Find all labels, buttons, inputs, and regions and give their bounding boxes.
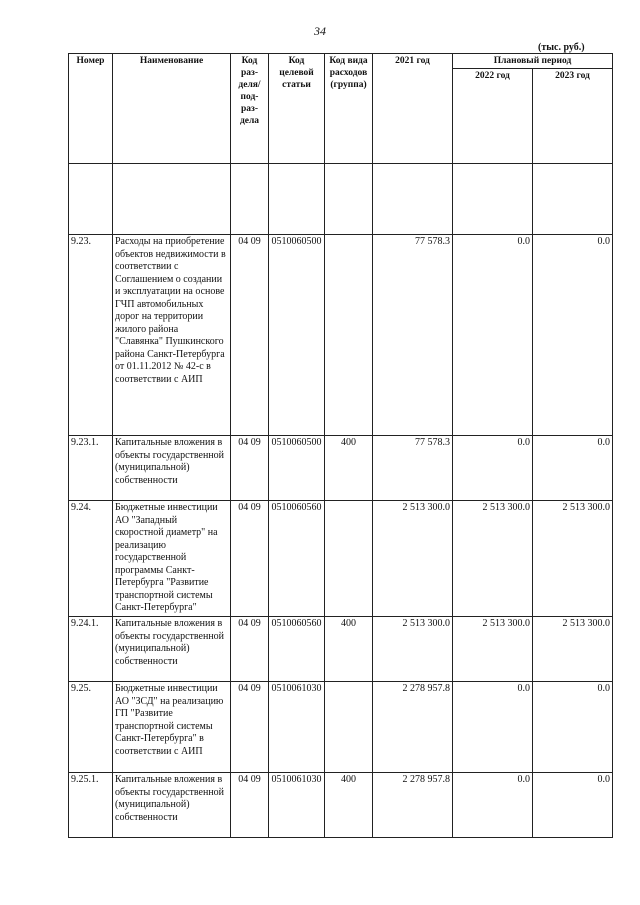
- table-row: [69, 617, 613, 682]
- table-row: [69, 235, 613, 436]
- row-expense: [325, 235, 373, 436]
- table-row: [69, 682, 613, 773]
- row-name: Капитальные вложения в объекты государственной (муниципальной) собственности: [113, 773, 231, 838]
- row-name: Расходы на приобретение объектов недвижимости в соответствии с Соглашением о создании и эксплуатации на основе ГЧП автомобильных дорог на территории жилого района "Славянка" Пушкинского района Санкт-Петербурга от 01.11.2012 № 42-с в соответствии с АИП: [113, 235, 231, 436]
- table-row: [69, 436, 613, 501]
- row-section: 04 09: [231, 501, 269, 617]
- units-label: (тыс. руб.): [538, 42, 585, 53]
- row-target: 0510061030: [269, 682, 325, 773]
- row-2021: 2 513 300.0: [373, 617, 453, 682]
- page-number: 34: [314, 24, 326, 38]
- header-section-code: Код раз-деля/ под-раз-дела: [231, 54, 269, 164]
- row-2023: 0.0: [533, 773, 613, 838]
- row-2021: 77 578.3: [373, 436, 453, 501]
- row-name: Бюджетные инвестиции АО "Западный скоростной диаметр" на реализацию государственной программы Санкт-Петербурга "Развитие транспортной системы Санкт-Петербурга": [113, 501, 231, 617]
- row-name: Капитальные вложения в объекты государственной (муниципальной) собственности: [113, 617, 231, 682]
- row-2021: 2 278 957.8: [373, 773, 453, 838]
- row-2022: 2 513 300.0: [453, 617, 533, 682]
- row-2022: 2 513 300.0: [453, 501, 533, 617]
- row-target: 0510060500: [269, 235, 325, 436]
- table-row: [69, 501, 613, 617]
- row-2022: 0.0: [453, 235, 533, 436]
- row-section: 04 09: [231, 682, 269, 773]
- row-2021: 2 513 300.0: [373, 501, 453, 617]
- header-number: Номер: [69, 54, 113, 164]
- row-2022: 0.0: [453, 682, 533, 773]
- row-section: 04 09: [231, 617, 269, 682]
- row-2023: 2 513 300.0: [533, 501, 613, 617]
- header-target-code: Код целевой статьи: [269, 54, 325, 164]
- header-name: Наименование: [113, 54, 231, 164]
- header-year-2021: 2021 год: [373, 54, 453, 164]
- header-year-2022: 2022 год: [453, 69, 533, 164]
- row-2022: 0.0: [453, 773, 533, 838]
- row-target: 0510060560: [269, 501, 325, 617]
- row-expense: 400: [325, 617, 373, 682]
- header-planning-period: Плановый период: [453, 54, 613, 69]
- table-row: [69, 773, 613, 838]
- row-expense: [325, 682, 373, 773]
- row-number: 9.24.: [69, 501, 113, 617]
- row-number: 9.23.1.: [69, 436, 113, 501]
- row-2023: 0.0: [533, 235, 613, 436]
- budget-table: [68, 53, 613, 838]
- row-section: 04 09: [231, 436, 269, 501]
- row-number: 9.25.: [69, 682, 113, 773]
- row-number: 9.25.1.: [69, 773, 113, 838]
- header-expense-type: Код вида расходов (группа): [325, 54, 373, 164]
- row-target: 0510061030: [269, 773, 325, 838]
- spacer-row: [69, 164, 613, 235]
- row-2021: 77 578.3: [373, 235, 453, 436]
- row-2023: 2 513 300.0: [533, 617, 613, 682]
- row-target: 0510060500: [269, 436, 325, 501]
- row-expense: 400: [325, 773, 373, 838]
- row-expense: [325, 501, 373, 617]
- row-section: 04 09: [231, 773, 269, 838]
- row-2023: 0.0: [533, 682, 613, 773]
- row-name: Капитальные вложения в объекты государственной (муниципальной) собственности: [113, 436, 231, 501]
- header-year-2023: 2023 год: [533, 69, 613, 164]
- row-number: 9.24.1.: [69, 617, 113, 682]
- row-2021: 2 278 957.8: [373, 682, 453, 773]
- row-name: Бюджетные инвестиции АО "ЗСД" на реализацию ГП "Развитие транспортной системы Санкт-Петербурга" в соответствии с АИП: [113, 682, 231, 773]
- row-expense: 400: [325, 436, 373, 501]
- row-target: 0510060560: [269, 617, 325, 682]
- row-2023: 0.0: [533, 436, 613, 501]
- row-section: 04 09: [231, 235, 269, 436]
- row-number: 9.23.: [69, 235, 113, 436]
- row-2022: 0.0: [453, 436, 533, 501]
